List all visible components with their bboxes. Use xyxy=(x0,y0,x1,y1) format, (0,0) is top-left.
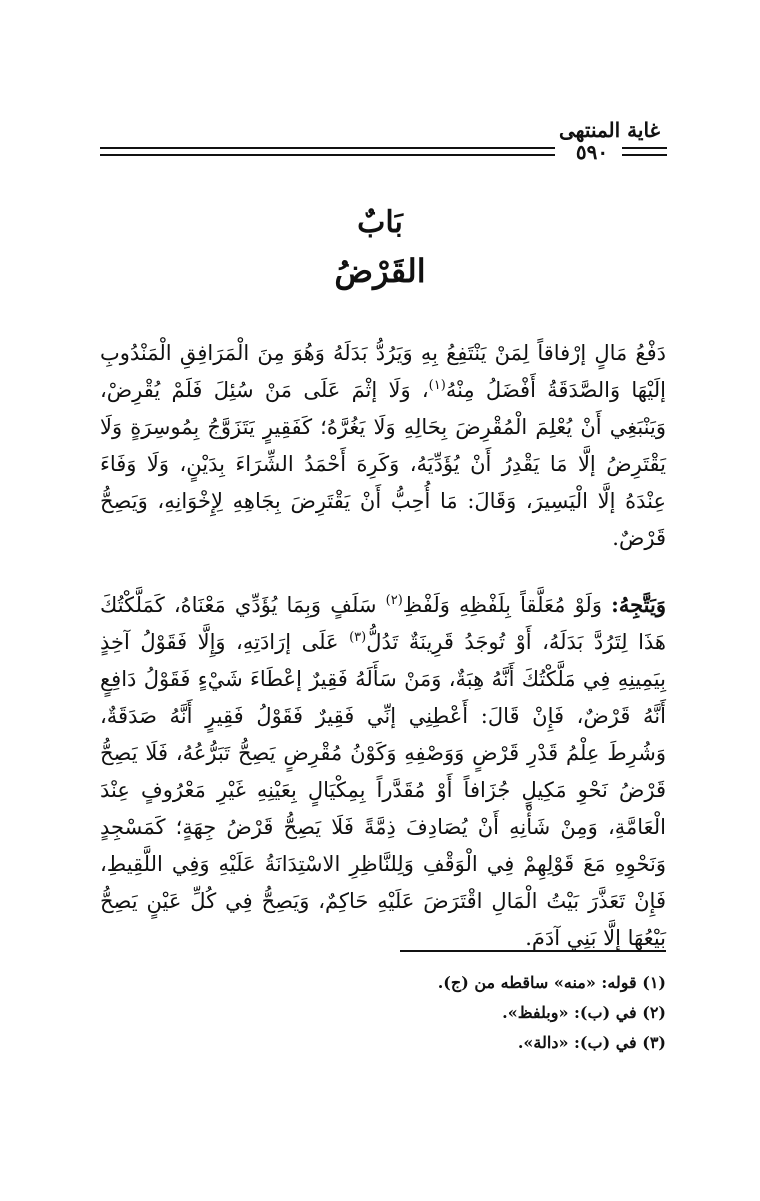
paragraph-text: عَلَى إرَادَتِهِ، وَإِلَّا فَقَوْلُ آخِذٍ بِيَمِينِهِ فِي مَلَّكْتُكَ أَنَّهُ هِبَةٌ، وَمَنْ سَأَلَهُ فَقِيرٌ إعْطَاءَ شَيْءٍ فَقَوْلُ دَافِعٍ أَنَّهُ قَرْضٌ، فَإِنْ قَالَ: أَعْطِنِي إنِّي فَقِيرٌ فَقَوْلُ فَقِيرٍ أَنَّهُ صَدَقَةٌ، وَشُرِطَ عِلْمُ قَدْرِ قَرْضٍ وَوَصْفِهِ وَكَوْنُ مُقْرِضٍ يَصِحُّ تَبَرُّعُهُ، فَلَا يَصِحُّ قَرْضُ نَحْوِ مَكِيلٍ جُزَافاً أَوْ مُقَدَّراً بِمِكْيَالٍ بِعَيْنِهِ غَيْرِ مَعْرُوفٍ عِنْدَ الْعَامَّةِ، وَمِنْ شَأْنِهِ أَنْ يُصَادِفَ ذِمَّةً فَلَا يَصِحُّ قَرْضُ جِهَةٍ؛ كَمَسْجِدٍ وَنَحْوِهِ مَعَ قَوْلِهِمْ فِي الْوَقْفِ وَلِلنَّاظِرِ الاسْتِدَانَةُ عَلَيْهِ وَفِي اللَّقِيطِ، فَإِنْ تَعَذَّرَ بَيْتُ الْمَالِ اقْتَرَضَ عَلَيْهِ حَاكِمٌ، وَيَصِحُّ فِي كُلِّ عَيْنٍ يَصِحُّ بَيْعُهَا إلَّا بَنِي آدَمَ. xyxy=(100,630,666,950)
footnote-marker: (٣) xyxy=(349,630,367,645)
footnote: (٣) في (ب): «دالة». xyxy=(517,1033,666,1052)
body-paragraph xyxy=(100,586,666,957)
paragraph-lead-term: وَيَتَّجِهُ: xyxy=(611,592,666,617)
paragraph-text: وَلَوْ مُعَلَّقاً بِلَفْظِهِ وَلَفْظِ xyxy=(402,593,612,617)
paragraph-text: دَفْعُ مَالٍ إرْفاقاً لِمَنْ يَنْتَفِعُ بِهِ وَيَرُدُّ بَدَلَهُ وَهُوَ مِنَ الْمَرَافِقِ الْمَنْدُوبِ إلَيْهَا وَالصَّدَقَةُ أَفْضَلُ مِنْهُ xyxy=(100,341,666,402)
body-paragraph xyxy=(100,335,666,557)
footnote-marker: (٢) xyxy=(385,593,403,608)
header-double-rule-short xyxy=(622,147,667,156)
paragraph-text: ، وَلَا إثْمَ عَلَى مَنْ سُئِلَ فَلَمْ يُقْرِضْ، وَيَنْبَغِي أَنْ يُعْلِمَ الْمُقْرِضَ بِحَالِهِ وَلَا يَغُرَّهُ؛ كَفَقِيرٍ يَتَزَوَّجُ بِمُوسِرَةٍ وَلَا يَقْتَرِضُ إلَّا مَا يَقْدِرُ أَنْ يُؤَدِّيَهُ، وَكَرِهَ أَحْمَدُ الشِّرَاءَ بِدَيْنٍ، وَلَا وَفَاءَ عِنْدَهُ إلَّا الْيَسِيرَ، وَقَالَ: مَا أُحِبُّ أَنْ يَقْتَرِضَ بِجَاهِهِ لِإِخْوَانِهِ، وَيَصِحُّ قَرْضٌ. xyxy=(100,378,666,550)
page-number: ٥٩٠ xyxy=(575,140,609,164)
footnote-separator xyxy=(400,950,666,952)
running-title: غاية المنتهى xyxy=(559,118,660,142)
chapter-title: القَرْضُ xyxy=(334,252,426,290)
paragraph-text: سَلَفٍ وَبِمَا يُؤَدِّي مَعْنَاهُ، كَمَلَّكْتُكَ هَذَا لِتَرُدَّ بَدَلَهُ، أَوْ تُوجَدُ قَرِينَةٌ تَدُلُّ xyxy=(100,593,667,654)
footnotes xyxy=(100,968,666,1058)
footnote: (١) قوله: «منه» ساقطه من (ج). xyxy=(437,973,666,992)
footnote: (٢) في (ب): «وبلفظ». xyxy=(502,1003,666,1022)
header-double-rule xyxy=(100,147,555,156)
footnote-marker: (١) xyxy=(428,378,446,393)
chapter-label: بَابٌ xyxy=(357,205,403,240)
